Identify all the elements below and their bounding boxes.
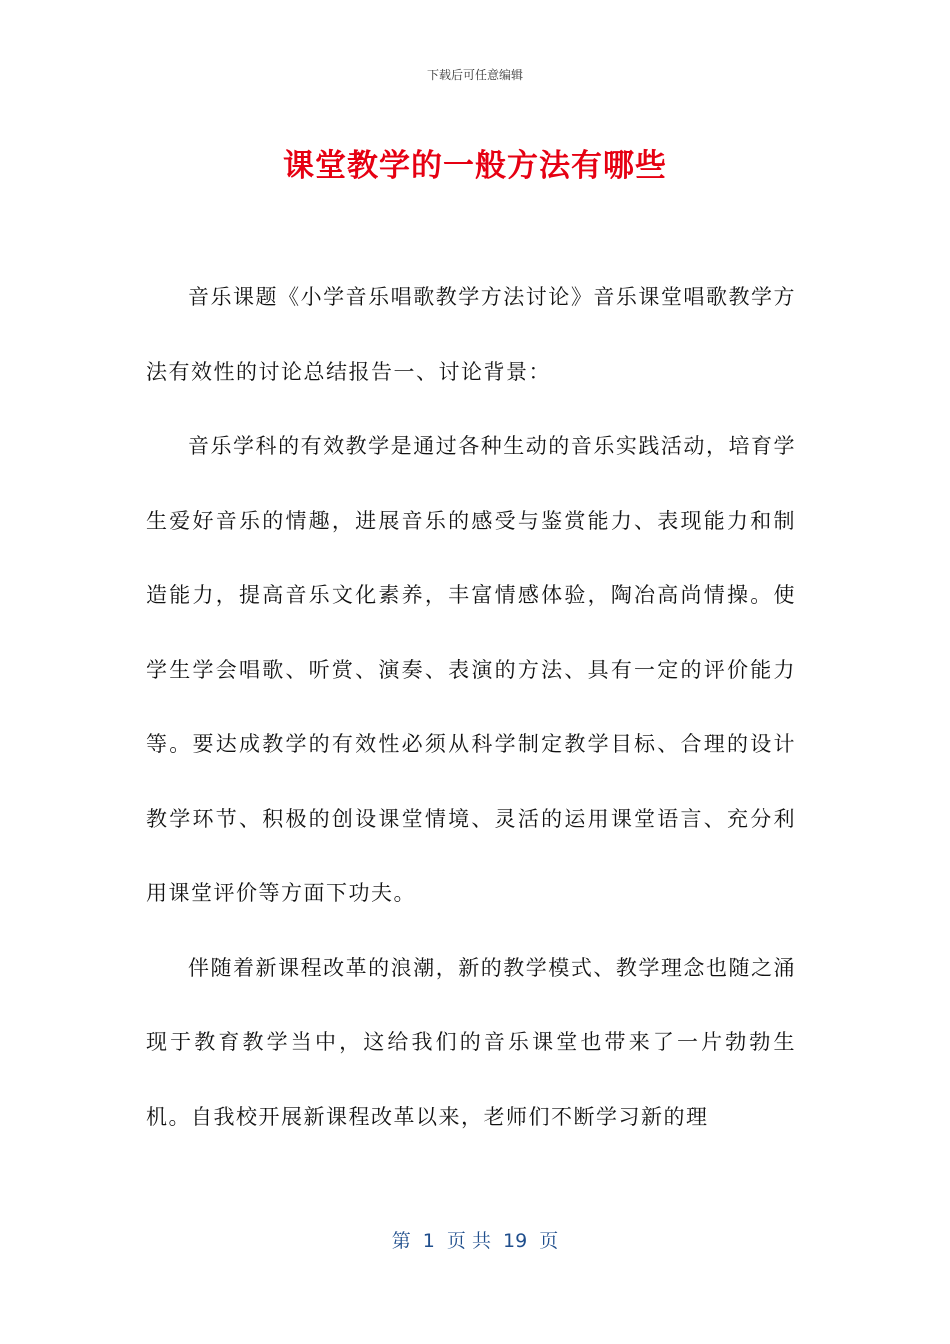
paragraph-3: 伴随着新课程改革的浪潮，新的教学模式、教学理念也随之涌现于教育教学当中，这给我们的音乐课堂也带来了一片勃勃生机。自我校开展新课程改革以来，老师们不断学习新的理 xyxy=(146,955,796,1129)
document-body xyxy=(146,260,796,1154)
header-note: 下载后可任意编辑 xyxy=(426,68,523,82)
page-footer: 第 1 页 共 19 页 xyxy=(391,1230,559,1252)
paragraph-2: 音乐学科的有效教学是通过各种生动的音乐实践活动，培育学生爱好音乐的情趣，进展音乐的感受与鉴赏能力、表现能力和制造能力，提高音乐文化素养，丰富情感体验，陶冶高尚情操。使学生学会唱歌、听赏、演奏、表演的方法、具有一定的评价能力等。要达成教学的有效性必须从科学制定教学目标、合理的设计教学环节、积极的创设课堂情境、灵活的运用课堂语言、充分利用课堂评价等方面下功夫。 xyxy=(146,434,796,905)
document-title: 课堂教学的一般方法有哪些 xyxy=(283,148,667,184)
paragraph-1: 音乐课题《小学音乐唱歌教学方法讨论》音乐课堂唱歌教学方法有效性的讨论总结报告一、讨论背景： xyxy=(146,285,796,384)
